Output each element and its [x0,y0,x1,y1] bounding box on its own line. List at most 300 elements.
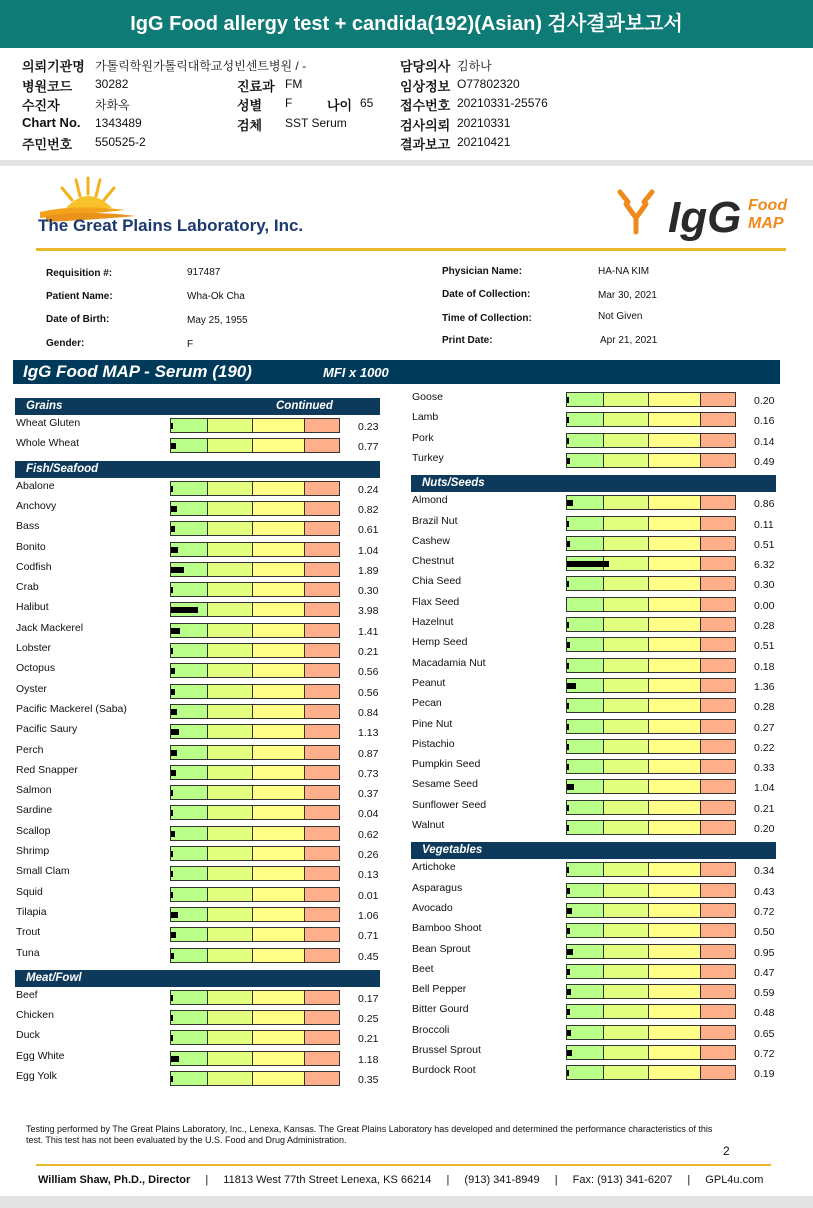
result-value: 0.16 [754,415,775,428]
result-bar-fill [567,561,609,567]
bar-zone [604,557,649,570]
result-row [15,683,385,703]
result-row [15,1009,385,1029]
bar-zone [208,949,253,962]
collection-date-label: Date of Collection: [442,289,531,300]
bar-zone [208,991,253,1004]
bar-zone [253,482,305,495]
result-value: 0.72 [754,1048,775,1060]
food-name: Salmon [16,784,52,797]
category-header [15,461,380,478]
food-name: Egg Yolk [16,1070,57,1082]
bar-zone [208,563,253,576]
result-row [411,758,781,778]
result-value: 0.19 [754,1068,775,1081]
website-link[interactable]: GPL4u.com [705,1174,764,1186]
bar-zone [604,780,649,793]
bar-zone [305,867,339,880]
bar-zone [701,537,735,550]
bar-zone [649,985,701,998]
result-row [15,804,385,824]
bar-zone [649,454,701,467]
bar-zone [604,965,649,978]
bar-zone [604,517,649,530]
bar-zone [171,1072,208,1085]
bar-zone [701,760,735,773]
result-bar-fill [171,1035,173,1041]
result-bar-fill [171,587,173,593]
bar-zone [649,884,701,897]
result-bar [566,923,736,938]
info-value: 20210331-25576 [457,96,548,110]
result-row [411,555,781,575]
bar-zone [649,1005,701,1018]
bar-zone [649,679,701,692]
result-bar [566,658,736,673]
print-date-value: Apr 21, 2021 [600,335,658,346]
info-label: 병원코드 [22,78,73,94]
bar-zone [567,740,604,753]
bar-zone [701,517,735,530]
collection-time-label: Time of Collection: [442,313,532,324]
result-bar [566,759,736,774]
result-bar [566,392,736,407]
bar-zone [305,1011,339,1024]
bar-zone [567,393,604,406]
section-header [13,360,780,384]
result-bar [170,927,340,942]
food-name: Pacific Mackerel (Saba) [16,702,127,715]
bar-zone [305,827,339,840]
bar-zone [604,618,649,631]
result-bar-fill [171,871,173,877]
bar-zone [701,659,735,672]
result-bar [170,745,340,760]
bar-zone [253,991,305,1004]
bar-zone [604,720,649,733]
result-row [15,845,385,865]
result-row [15,886,385,906]
bar-zone [253,888,305,901]
food-name: Trout [16,926,41,939]
result-row [15,906,385,926]
bar-zone [253,786,305,799]
result-value: 0.56 [358,686,379,699]
info-label: 수진자 [22,98,60,113]
bar-zone [208,685,253,698]
bar-zone [701,699,735,712]
bar-zone [305,1031,339,1044]
result-bar-fill [171,750,177,756]
result-bar [566,637,736,652]
food-name: Brussel Sprout [412,1044,481,1056]
result-bar-fill [567,438,569,444]
info-value: 1343489 [95,115,142,130]
result-bar-fill [567,458,570,464]
result-value: 0.13 [358,869,379,882]
bar-zone [253,1031,305,1044]
result-row [15,417,385,437]
bar-zone [567,1005,604,1018]
category-header [15,970,380,987]
result-value: 0.26 [358,849,379,861]
bar-zone [208,624,253,637]
requisition-label: Requisition #: [46,268,113,279]
result-value: 0.33 [754,762,775,775]
result-bar-fill [567,784,574,790]
food-name: Pumpkin Seed [412,758,481,771]
bar-zone [305,1072,339,1085]
result-row [411,636,781,656]
bar-zone [171,928,208,941]
result-row [15,926,385,946]
bar-zone [208,786,253,799]
result-row [15,744,385,764]
result-value: 0.00 [754,599,775,612]
result-bar [566,1025,736,1040]
bar-zone [253,522,305,535]
bar-zone [253,603,305,616]
result-row [15,662,385,682]
bar-zone [701,454,735,467]
result-row [411,943,781,963]
report-title-banner: IgG Food allergy test + candida(192)(Asian) 검사결과보고서 [0,0,813,48]
result-bar-fill [171,526,175,532]
continued-label: Continued [276,400,333,412]
result-bar-fill [567,663,569,669]
bar-zone [649,760,701,773]
bar-zone [305,888,339,901]
bar-zone [649,557,701,570]
bar-zone [253,1072,305,1085]
bar-zone [305,949,339,962]
category-name: Vegetables [422,844,483,857]
result-row [15,703,385,723]
result-row [15,865,385,885]
result-row [411,697,781,717]
bar-zone [649,720,701,733]
result-value: 1.06 [358,909,379,922]
food-name: Tuna [16,946,40,959]
bar-zone [305,482,339,495]
result-bar-fill [171,1015,173,1021]
food-name: Avocado [412,901,453,914]
result-bar-fill [171,831,175,837]
food-name: Scallop [16,824,51,837]
category-header [411,475,776,492]
bar-zone [208,806,253,819]
result-bar [170,1071,340,1086]
bar-zone [701,598,735,611]
result-bar-fill [567,581,569,587]
result-bar-fill [171,953,174,959]
bar-zone [253,867,305,880]
info-label: 검사의뢰 [400,117,451,133]
bar-zone [253,928,305,941]
result-bar-fill [171,607,198,613]
result-bar [566,516,736,531]
result-bar [566,903,736,918]
result-bar [566,820,736,835]
result-value: 1.04 [754,782,775,795]
bar-zone [171,1011,208,1024]
bar-zone [649,1066,701,1079]
food-name: Oyster [16,682,47,695]
patient-name-label: Patient Name: [46,291,113,302]
food-name: Hazelnut [412,616,454,628]
result-bar-fill [567,908,572,914]
result-value: 0.56 [358,666,379,679]
result-bar-fill [171,648,173,654]
result-bar [566,1065,736,1080]
bar-zone [701,679,735,692]
bar-zone [649,699,701,712]
bar-zone [253,746,305,759]
result-row [411,882,781,902]
result-row [411,596,781,616]
food-name: Abalone [16,479,55,492]
result-value: 0.45 [358,950,379,963]
result-value: 0.50 [754,926,775,939]
info-value: F [285,96,293,110]
result-value: 1.13 [358,727,379,740]
result-bar [566,862,736,877]
gold-rule-footer [36,1164,771,1166]
result-bar-fill [567,1070,569,1076]
food-name: Chicken [16,1009,54,1022]
result-value: 0.77 [358,441,379,454]
result-row [411,799,781,819]
bar-zone [649,801,701,814]
bar-zone [649,517,701,530]
result-bar [170,684,340,699]
result-row [15,642,385,662]
result-row [411,494,781,514]
result-value: 0.72 [754,905,775,918]
bar-zone [604,1046,649,1059]
bar-zone [305,502,339,515]
info-label: 나이 [327,98,353,113]
result-value: 0.04 [358,808,379,821]
result-bar-fill [567,642,570,648]
result-value: 0.49 [754,455,775,468]
bar-zone [701,821,735,834]
food-name: Lobster [16,642,52,654]
result-row [411,452,781,472]
result-value: 6.32 [754,559,775,572]
bar-zone [604,393,649,406]
food-name: Hemp Seed [412,636,468,649]
result-bar-fill [171,1076,173,1082]
food-name: Small Clam [16,865,70,878]
result-bar [566,698,736,713]
bar-zone [305,664,339,677]
result-row [411,983,781,1003]
result-value: 0.82 [358,503,379,516]
bar-zone [208,583,253,596]
bar-zone [649,659,701,672]
result-row [411,1003,781,1023]
food-name: Pistachio [412,737,455,750]
bar-zone [305,928,339,941]
bar-zone [171,827,208,840]
igg-logo-food: Food [748,197,788,214]
bar-zone [171,664,208,677]
result-bar-fill [567,397,569,403]
bar-zone [305,419,339,432]
bar-zone [567,699,604,712]
bar-zone [604,740,649,753]
bar-zone [208,1052,253,1065]
bar-zone [208,928,253,941]
bar-zone [253,543,305,556]
requisition-value: 917487 [187,267,221,278]
result-row [15,989,385,1009]
bar-zone [305,563,339,576]
result-bar-fill [567,969,570,975]
bar-zone [171,502,208,515]
bar-zone [253,806,305,819]
category-header [411,842,776,859]
bar-zone [701,496,735,509]
result-bar [566,719,736,734]
bar-zone [253,419,305,432]
bar-zone [253,439,305,452]
result-value: 0.28 [754,620,775,632]
bar-zone [701,985,735,998]
food-name: Beef [16,988,38,1001]
food-name: Tilapia [16,905,47,918]
category-header [15,398,380,415]
food-name: Chestnut [412,555,455,568]
result-bar-fill [567,500,573,506]
result-bar [566,739,736,754]
dob-value: May 25, 1955 [187,315,248,326]
bar-zone [604,985,649,998]
info-label: 의뢰기관명 [22,59,85,74]
lab-name: The Great Plains Laboratory, Inc. [38,216,304,235]
bar-zone [604,537,649,550]
result-bar-fill [567,805,569,811]
food-name: Sardine [16,804,53,817]
bar-zone [567,863,604,876]
bar-zone [604,801,649,814]
food-name: Codfish [16,560,52,573]
food-name: Lamb [412,411,439,424]
bar-zone [253,502,305,515]
bar-zone [649,496,701,509]
result-bar [566,433,736,448]
result-value: 0.73 [358,767,379,780]
bar-zone [253,725,305,738]
dob-label: Date of Birth: [46,314,110,325]
bar-zone [604,454,649,467]
result-row [411,819,781,839]
result-bar-fill [567,417,569,423]
category-name: Nuts/Seeds [422,477,485,490]
bar-zone [649,434,701,447]
result-row [411,1024,781,1044]
bar-zone [208,847,253,860]
bar-zone [567,454,604,467]
result-bar-fill [567,764,569,770]
result-bar [170,990,340,1005]
bar-zone [567,720,604,733]
result-bar-fill [171,892,173,898]
result-value: 0.14 [754,435,775,448]
food-name: Chia Seed [412,575,462,588]
result-bar [170,521,340,536]
result-value: 0.24 [358,483,379,496]
result-bar [170,887,340,902]
bar-zone [567,577,604,590]
result-bar [170,542,340,557]
result-value: 0.18 [754,660,775,673]
result-bar-fill [567,949,573,955]
bar-zone [701,904,735,917]
result-bar [566,1004,736,1019]
info-label: 담당의사 [400,59,451,74]
bar-zone [208,419,253,432]
bar-zone [604,659,649,672]
result-row [411,963,781,983]
bar-zone [305,543,339,556]
food-name: Bamboo Shoot [412,922,482,935]
info-value: 김하나 [457,59,492,73]
result-row [411,778,781,798]
bar-zone [208,908,253,921]
result-bar [170,907,340,922]
bar-zone [305,746,339,759]
result-bar [170,846,340,861]
bar-zone [701,557,735,570]
bar-zone [208,1011,253,1024]
result-row [411,861,781,881]
bar-zone [567,517,604,530]
bar-zone [604,1066,649,1079]
result-row [411,718,781,738]
bar-zone [567,924,604,937]
food-name: Peanut [412,676,446,689]
result-row [411,535,781,555]
food-name: Almond [412,494,448,507]
result-value: 0.30 [358,585,379,598]
result-bar-fill [171,912,178,918]
patient-name-value: Wha-Ok Cha [187,291,245,302]
bar-zone [305,1052,339,1065]
info-label: 임상정보 [400,78,451,94]
sun-logo-icon [36,176,326,248]
bar-zone [208,888,253,901]
result-row [15,1070,385,1090]
bar-zone [305,624,339,637]
result-bar [170,562,340,577]
bar-zone [649,924,701,937]
result-bar-fill [567,989,571,995]
result-row [15,520,385,540]
result-value: 0.21 [358,646,379,658]
bar-zone [305,644,339,657]
bar-zone [208,502,253,515]
food-name: Broccoli [412,1023,450,1036]
bar-zone [701,780,735,793]
info-value: 550525-2 [95,135,146,149]
result-bar-fill [567,683,576,689]
bar-zone [567,659,604,672]
bar-zone [604,760,649,773]
bar-zone [567,985,604,998]
result-value: 0.84 [358,706,379,719]
